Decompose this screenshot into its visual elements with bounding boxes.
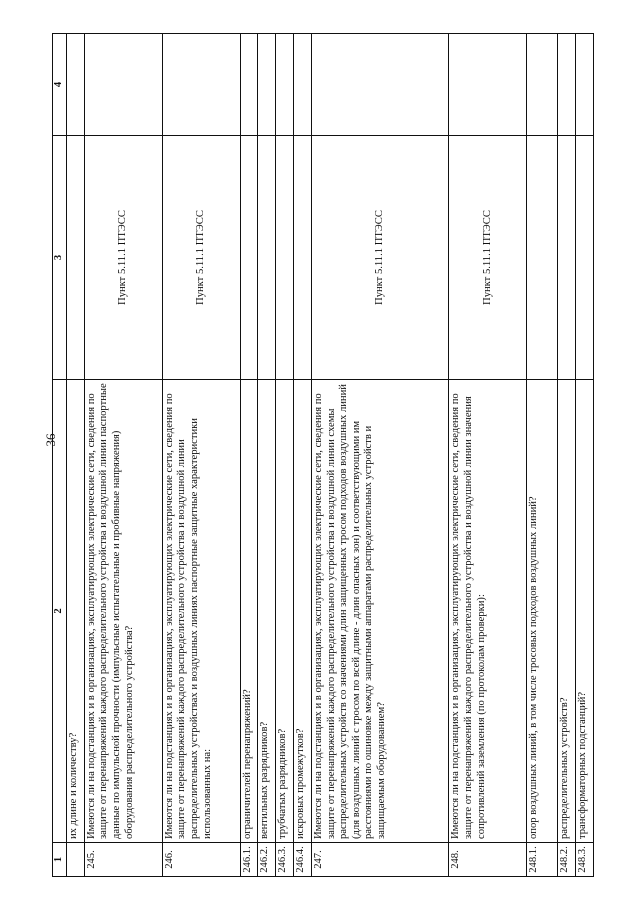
- row-number: 247.: [311, 843, 448, 877]
- row-note: [67, 34, 85, 136]
- row-reference: [258, 136, 276, 380]
- row-reference: Пункт 5.11.1 ПТЭСС: [311, 136, 448, 380]
- row-reference: [67, 136, 85, 380]
- row-note: [449, 34, 527, 136]
- header-col-2: 2: [53, 380, 67, 843]
- row-number: 248.: [449, 843, 527, 877]
- table-row: [162, 34, 240, 877]
- row-note: [294, 34, 312, 136]
- row-number: 246.4.: [294, 843, 312, 877]
- row-question: искровых промежутков?: [294, 380, 312, 843]
- row-number: 246.: [162, 843, 240, 877]
- header-col-4: 4: [53, 34, 67, 136]
- header-col-3: 3: [53, 136, 67, 380]
- table-row: [311, 34, 448, 877]
- table-row: [276, 34, 294, 877]
- row-question: ограничителей перенапряжений?: [240, 380, 258, 843]
- row-number: 248.1.: [527, 843, 558, 877]
- row-question: Имеются ли на подстанциях и в организациях, эксплуатирующих электрические сети, сведения по защите от перенапряжений каждого распределительного устройства и воздушной линии значения сопротивлений заземления (по протоколам проверки):: [449, 380, 527, 843]
- header-col-1: 1: [53, 843, 67, 877]
- row-reference: [240, 136, 258, 380]
- row-number: 246.3.: [276, 843, 294, 877]
- table-row: [294, 34, 312, 877]
- row-note: [558, 34, 576, 136]
- row-reference: Пункт 5.11.1 ПТЭСС: [84, 136, 162, 380]
- row-number: 246.1.: [240, 843, 258, 877]
- table-row: [449, 34, 527, 877]
- row-note: [240, 34, 258, 136]
- row-question: трубчатых разрядников?: [276, 380, 294, 843]
- header-row: [53, 34, 67, 877]
- row-question: Имеются ли на подстанциях и в организациях, эксплуатирующих электрические сети, сведения по защите от перенапряжений каждого распределительного устройства и воздушной линии распределительных устройствах и воздушных линиях паспортные защитные характеристики использованных на:: [162, 380, 240, 843]
- row-reference: [527, 136, 558, 380]
- row-question: их длине и количеству?: [67, 380, 85, 843]
- table-row: [84, 34, 162, 877]
- row-reference: [576, 136, 594, 380]
- row-number: 246.2.: [258, 843, 276, 877]
- row-note: [276, 34, 294, 136]
- row-reference: [294, 136, 312, 380]
- table-row: [240, 34, 258, 877]
- row-note: [162, 34, 240, 136]
- row-question: вентильных разрядников?: [258, 380, 276, 843]
- row-question: распределительных устройств?: [558, 380, 576, 843]
- row-note: [527, 34, 558, 136]
- row-reference: Пункт 5.11.1 ПТЭСС: [162, 136, 240, 380]
- row-number: 248.3.: [576, 843, 594, 877]
- row-question: опор воздушных линий, в том числе тросовых подходов воздушных линий?: [527, 380, 558, 843]
- row-reference: Пункт 5.11.1 ПТЭСС: [449, 136, 527, 380]
- row-question: Имеются ли на подстанциях и в организациях, эксплуатирующих электрические сети, сведения по защите от перенапряжений каждого распределительного устройства и воздушной линии паспортные данные по импульсной прочности (импульсные испытательные и пробивные напряжения) оборудования распределительного устройства?: [84, 380, 162, 843]
- row-question: Имеются ли на подстанциях и в организациях, эксплуатирующих электрические сети, сведения по защите от перенапряжений каждого распределительного устройства и воздушной линии схемы распределительных устройств со значениями длин защищенных тросом подходов воздушных линий (для воздушных линий с тросом по всей длине - длин опасных зон) и соответствующими им расстояниями по ошиновке между защитными аппаратами распределительных устройств и защищаемым оборудованием?: [311, 380, 448, 843]
- table-row: [67, 34, 85, 877]
- row-note: [311, 34, 448, 136]
- rotated-table-container: [52, 34, 594, 877]
- row-number: 248.2.: [558, 843, 576, 877]
- page-number: 36: [43, 433, 58, 447]
- row-note: [576, 34, 594, 136]
- row-question: трансформаторных подстанций?: [576, 380, 594, 843]
- row-note: [84, 34, 162, 136]
- table-row: [576, 34, 594, 877]
- row-number: [67, 843, 85, 877]
- row-reference: [558, 136, 576, 380]
- checklist-table: [52, 33, 594, 877]
- row-reference: [276, 136, 294, 380]
- table-row: [527, 34, 558, 877]
- table-row: [558, 34, 576, 877]
- row-number: 245.: [84, 843, 162, 877]
- table-row: [258, 34, 276, 877]
- row-note: [258, 34, 276, 136]
